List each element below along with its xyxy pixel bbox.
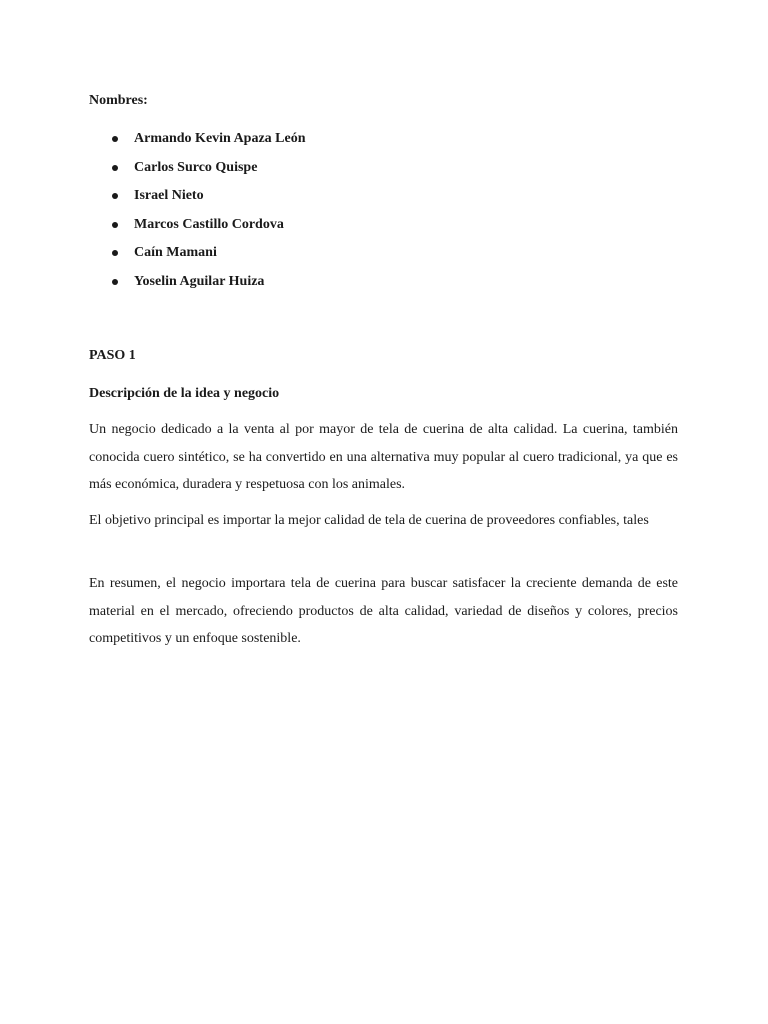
name-text: Carlos Surco Quispe [134, 159, 258, 175]
names-label: Nombres: [89, 93, 148, 108]
list-item [89, 215, 306, 244]
paragraph-description: Un negocio dedicado a la venta al por mayor de tela de cuerina de alta calidad. La cuerina, también conocida cuero sintético, se ha convertido en una alternativa muy popular al cuero tradicional, ya que es más económica, duradera y respetuosa con los animales. [89, 422, 678, 492]
list-item [89, 243, 306, 272]
subheading: Descripción de la idea y negocio [89, 386, 280, 401]
names-list [89, 129, 306, 301]
name-text: Armando Kevin Apaza León [134, 131, 306, 146]
name-text: Yoselin Aguilar Huiza [134, 273, 265, 289]
list-item [89, 186, 306, 215]
bullet-icon [112, 279, 118, 285]
paragraph-summary: En resumen, el negocio importara tela de cuerina para buscar satisfacer la creciente demanda de este material en el mercado, ofreciendo productos de alta calidad, variedad de diseños y colores, precios competitivos y un enfoque sostenible. [89, 576, 678, 646]
list-item [89, 129, 306, 158]
name-text: Caín Mamani [134, 245, 217, 261]
list-item [89, 158, 306, 187]
bullet-icon [112, 222, 118, 228]
bullet-icon [112, 136, 118, 142]
name-text: Marcos Castillo Cordova [134, 216, 284, 232]
name-text: Israel Nieto [134, 188, 204, 204]
bullet-icon [112, 165, 118, 171]
paragraph-objective: El objetivo principal es importar la mejor calidad de tela de cuerina de proveedores confiables, tales [89, 513, 649, 528]
bullet-icon [112, 193, 118, 199]
section-title: PASO 1 [89, 348, 136, 363]
list-item [89, 272, 306, 301]
bullet-icon [112, 250, 118, 256]
